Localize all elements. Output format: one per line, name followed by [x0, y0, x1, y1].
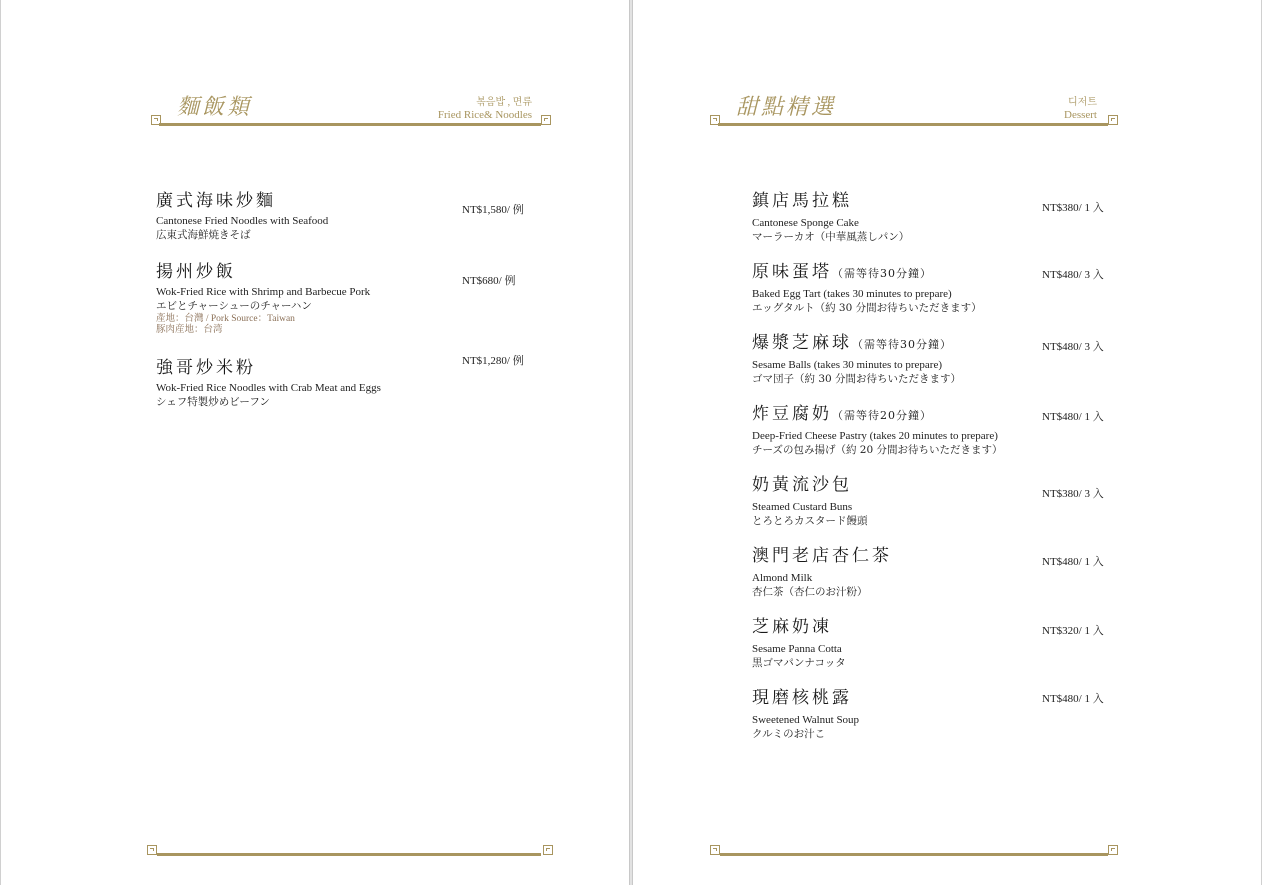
menu-page-left [0, 0, 630, 885]
fret-ornament-icon [710, 845, 720, 855]
dish-price: NT$480/ 3 入 [1042, 341, 1104, 353]
dish-name-chinese: 澳門老店杏仁茶 [752, 546, 892, 566]
dish-name-chinese: 爆漿芝麻球（需等待30分鐘） [752, 333, 952, 353]
menu-item [752, 545, 892, 600]
menu-item [752, 332, 961, 387]
dish-price: NT$480/ 1 入 [1042, 693, 1104, 705]
dish-name-english: Baked Egg Tart (takes 30 minutes to prepare) [752, 288, 952, 300]
pork-source-note: 產地：台灣 / Pork Source：Taiwan [156, 314, 295, 324]
dish-name-chinese: 原味蛋塔（需等待30分鐘） [752, 262, 932, 282]
dish-name-chinese: 揚州炒飯 [156, 262, 236, 282]
dish-name-japanese: クルミのお汁こ [752, 728, 826, 740]
dish-name-english: Sesame Balls (takes 30 minutes to prepare) [752, 359, 943, 371]
menu-item [752, 403, 1003, 458]
section-subtitle [993, 96, 1097, 122]
subtitle-english: Fried Rice& Noodles [437, 109, 532, 121]
menu-item [752, 474, 868, 529]
section-title-dessert: 甜點精選 [736, 95, 837, 120]
dish-name-japanese: 杏仁茶（杏仁のお汁粉） [752, 586, 868, 598]
dish-price: NT$480/ 1 入 [1042, 556, 1104, 568]
dish-name-japanese: ゴマ団子（約 30 分間お待ちいただきます） [752, 373, 962, 385]
fret-ornament-icon [1108, 115, 1118, 125]
dish-price: NT$480/ 1 入 [1042, 411, 1104, 423]
dish-name-japanese: シェフ特製炒めビーフン [156, 396, 270, 408]
dish-name-english: Wok-Fried Rice Noodles with Crab Meat and Eggs [156, 382, 381, 394]
fret-ornament-icon [543, 845, 553, 855]
dish-name-chinese: 炸豆腐奶（需等待20分鐘） [752, 404, 932, 424]
subtitle-korean: 디저트 [1068, 97, 1097, 108]
fret-ornament-icon [1108, 845, 1118, 855]
dish-price: NT$1,280/ 例 [462, 355, 524, 367]
section-title-noodles-rice: 麵飯類 [177, 95, 253, 120]
header-rule [718, 123, 1108, 126]
dish-price: NT$480/ 3 入 [1042, 269, 1104, 281]
dish-name-chinese: 廣式海味炒麵 [156, 191, 276, 211]
dish-name-chinese: 奶黃流沙包 [752, 475, 852, 495]
footer-rule [720, 853, 1108, 856]
dish-name-english: Deep-Fried Cheese Pastry (takes 20 minutes to prepare) [752, 430, 998, 442]
menu-item [156, 190, 328, 243]
dish-name-chinese: 芝麻奶凍 [752, 617, 832, 637]
dish-price: NT$380/ 3 入 [1042, 488, 1104, 500]
dish-name-english: Cantonese Fried Noodles with Seafood [156, 215, 329, 227]
menu-page-right [632, 0, 1262, 885]
menu-item [752, 616, 846, 671]
dish-name-japanese: エビとチャーシューのチャーハン [156, 300, 312, 312]
dish-price: NT$680/ 例 [462, 275, 516, 287]
dish-name-chinese: 鎮店馬拉糕 [752, 191, 852, 211]
dish-price: NT$1,580/ 例 [462, 204, 524, 216]
dish-price: NT$320/ 1 入 [1042, 625, 1104, 637]
header-rule [159, 123, 541, 126]
footer-rule [157, 853, 541, 856]
menu-item [156, 261, 370, 336]
menu-item [752, 687, 859, 742]
dish-name-japanese: 黒ゴマパンナコッタ [752, 657, 846, 669]
dish-name-japanese: 広東式海鮮焼きそば [156, 229, 251, 241]
dish-name-japanese: チーズの包み揚げ（約 20 分間お待ちいただきます） [752, 444, 1003, 456]
dish-name-chinese: 現磨核桃露 [752, 688, 852, 708]
dish-name-english: Cantonese Sponge Cake [752, 217, 859, 229]
section-subtitle [381, 96, 532, 122]
dish-name-english: Almond Milk [752, 572, 813, 584]
dish-name-chinese: 強哥炒米粉 [156, 358, 256, 378]
dish-name-english: Wok-Fried Rice with Shrimp and Barbecue Pork [156, 286, 371, 298]
menu-item [156, 357, 381, 410]
dish-name-japanese: とろとろカスタード饅頭 [752, 515, 868, 527]
menu-item [752, 190, 909, 245]
fret-ornament-icon [147, 845, 157, 855]
dish-name-english: Sweetened Walnut Soup [752, 714, 860, 726]
dish-name-english: Sesame Panna Cotta [752, 643, 842, 655]
dish-name-english: Steamed Custard Buns [752, 501, 853, 513]
dish-price: NT$380/ 1 入 [1042, 202, 1104, 214]
dish-name-japanese: エッグタルト（約 30 分間お待ちいただきます） [752, 302, 982, 314]
pork-source-note-japanese: 豚肉産地：台湾 [156, 325, 223, 335]
menu-item [752, 261, 982, 316]
subtitle-english: Dessert [1064, 109, 1097, 121]
fret-ornament-icon [541, 115, 551, 125]
subtitle-korean: 볶음밥 , 면류 [476, 97, 532, 108]
dish-name-japanese: マーラーカオ（中華風蒸しパン） [752, 231, 910, 243]
